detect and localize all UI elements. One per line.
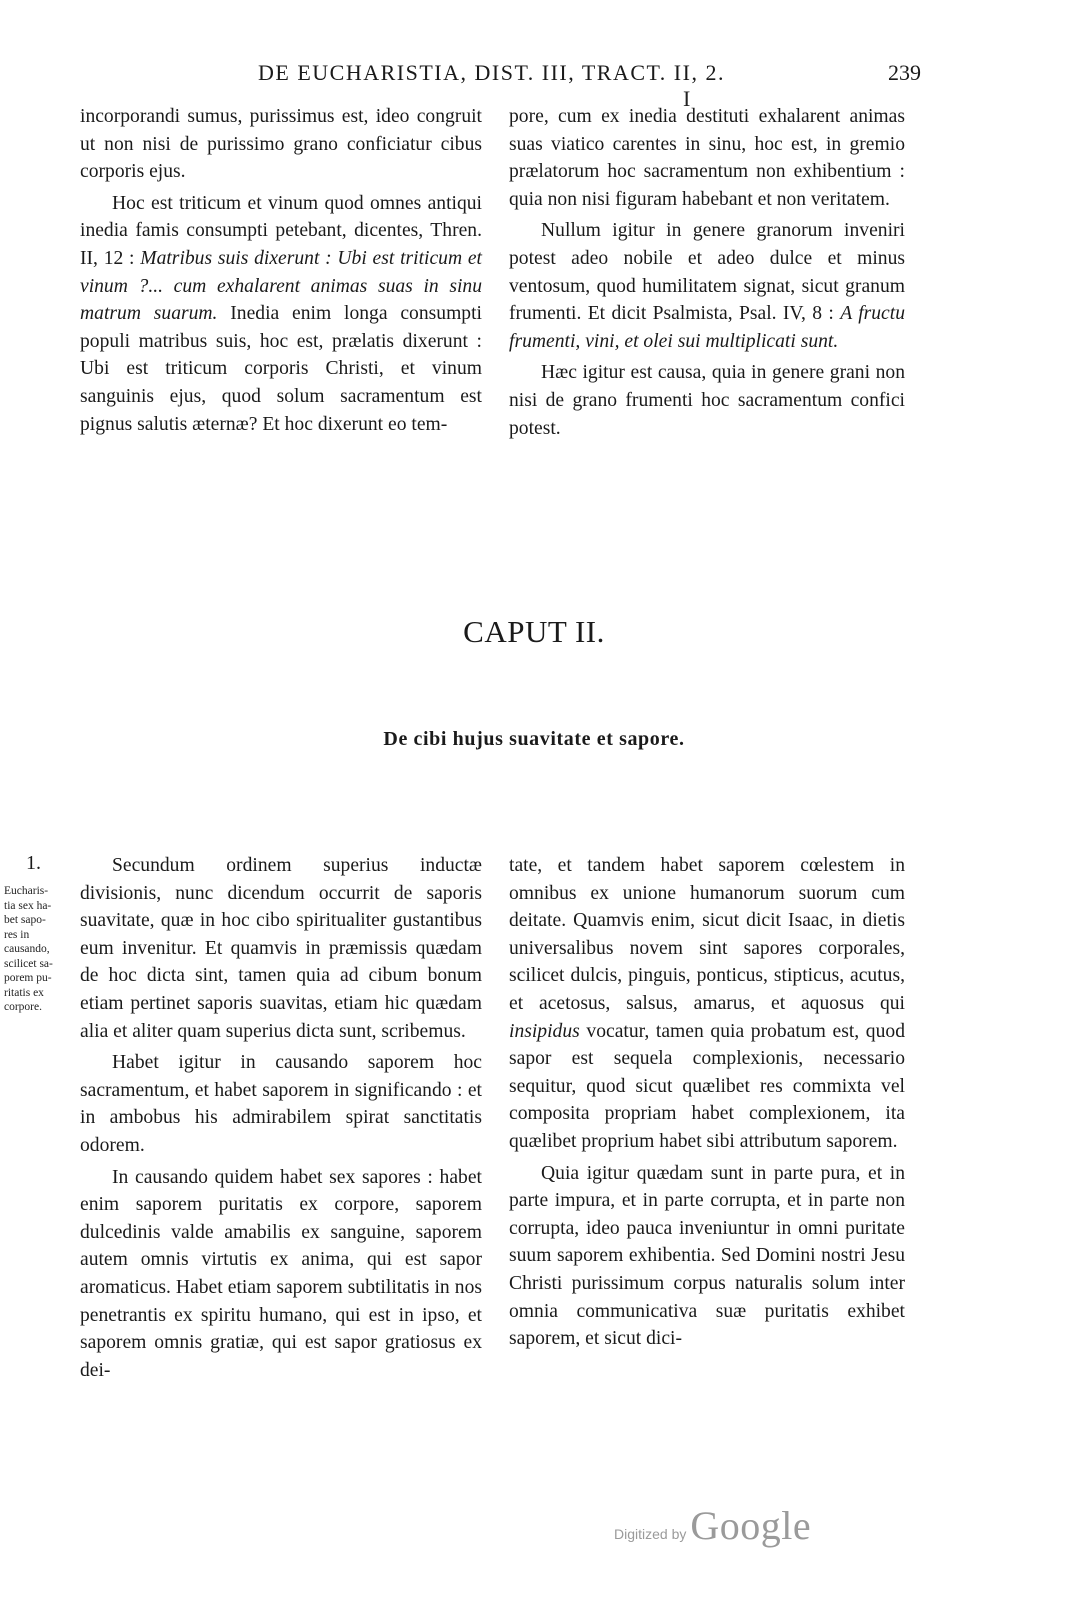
- handwritten-mark: I: [683, 86, 691, 111]
- running-head: [0, 58, 1068, 111]
- paragraph: Secundum ordinem superius inductæ divisionis, nunc dicendum occurrit de saporis suavitate, quæ in hoc cibo spiritualiter gustantibus eum invenitur. Et quamvis in præmissis quædam de hoc dicta sint, tamen quia ad cibum bonum etiam pertinet saporis suavitas, etiam hic quædam alia et aliter quam superius dicta sunt, scribemus.: [80, 855, 482, 1042]
- running-title: DE EUCHARISTIA, DIST. III, TRACT. II, 2.: [258, 60, 725, 85]
- paragraph: [509, 217, 905, 355]
- digitized-watermark: [614, 1502, 811, 1549]
- margin-note-line: bet sapo-: [4, 914, 46, 926]
- text-run: vocatur, tamen quia probatum est, quod sapor est sequela complexionis, necessario sequitur, quod sicut quælibet res commixta vel composita propriam habet complexionem, ita quælibet proprium habet sibi attributum saporem.: [509, 1020, 905, 1152]
- text-run: tate, et tandem habet saporem cœlestem in omnibus ex unione humanorum suorum cum deitate. Quamvis enim, sicut dicit Isaac, in dietis universalibus novem sint sapores corporales, scilicet dulcis, pinguis, ponticus, stipticus, acutus, et acetosus, salsus, amarus, et aquosus qui: [509, 855, 905, 1014]
- margin-note-line: scilicet sa-: [4, 957, 53, 970]
- paragraph: In causando quidem habet sex sapores : habet enim saporem puritatis ex corpore, saporem dulcedinis valde amabilis ex sanguine, saporem autem omnis virtutis ex anima, qui est sapor aromaticus. Habet etiam saporem subtilitatis in nos penetrantis ex spiritu humano, qui est in ipso, et saporem omnis gratiæ, qui est sapor gratiosus ex dei-: [80, 1166, 482, 1381]
- margin-note-line: tia sex ha-: [4, 899, 52, 912]
- digitized-by-text: Digitized by: [614, 1526, 687, 1542]
- scripture-quote: A fructu frumenti, vini, et olei sui multiplicati sunt.: [509, 303, 905, 352]
- paragraph: incorporandi sumus, purissimus est, ideo congruit ut non nisi de purissimo grano conficiatur cibus corporis ejus.: [80, 106, 482, 183]
- paragraph: [509, 852, 905, 1156]
- page-number: 239: [888, 60, 921, 85]
- italic-term: insipidus: [509, 1020, 580, 1042]
- margin-note-line: porem pu-: [4, 972, 52, 984]
- text-run: Nullum igitur in genere granorum inveniri potest adeo nobile et adeo dulce et minus ventosum, quod humilitatem signat, sicut granum frumenti. Et dicit Psalmista, Psal. IV, 8 :: [509, 220, 905, 325]
- section-number: 1.: [26, 852, 41, 874]
- margin-note: [4, 884, 68, 1015]
- paragraph: [80, 190, 482, 438]
- margin-note-line: causando,: [4, 943, 50, 955]
- chapter-heading: CAPUT II.: [463, 614, 605, 649]
- text-run: Hoc est triticum et vinum quod omnes antiqui inedia famis consumpti petebant, dicentes, Thren. II, 12 :: [80, 192, 482, 269]
- text-run: Inedia enim longa consumpti populi matribus suis, hoc est, prælatis dixerunt : Ubi est triticum corporis Christi, et vinum sanguinis ejus, quod solum sacramentum est pignus salutis æternæ? Et hoc dixerunt eo tem-: [80, 303, 482, 435]
- paragraph: pore, cum ex inedia destituti exhalarent animas suas viatico carentes in sinu, hoc est, in gremio prælatorum hoc sacramentum non exhibentium : quia non nisi figuram habebant et non veritatem.: [509, 106, 905, 210]
- margin-note-line: res in: [4, 928, 30, 941]
- chapter-subtitle: De cibi hujus suavitate et sapore.: [383, 728, 685, 750]
- margin-note-line: corpore.: [4, 1001, 42, 1013]
- top-right-column: [509, 103, 905, 442]
- top-left-column: [80, 103, 482, 438]
- margin-note-line: ritatis ex: [4, 986, 44, 999]
- paragraph: Quia igitur quædam sunt in parte pura, et in parte impura, et in parte corrupta, et in parte non corrupta, ideo pauca inveniuntur in omni puritate suum saporem exhibentia. Sed Domini nostri Jesu Christi purissimum corpus naturalis solum inter omnia communicativa suæ puritatis exhibet saporem, et sicut dici-: [509, 1162, 905, 1350]
- scripture-quote: Matribus suis dixerunt : Ubi est triticum et vinum ?... cum exhalarent animas suas in sinu matrum suarum.: [80, 247, 483, 325]
- google-logo: Google: [690, 1503, 812, 1548]
- bottom-right-column: [509, 852, 905, 1353]
- paragraph: Habet igitur in causando saporem hoc sacramentum, et habet saporem in significando : et in ambobus his admirabilem spirat sanctitatis odorem.: [80, 1052, 482, 1156]
- paragraph: Hæc igitur est causa, quia in genere grani non nisi de grano frumenti hoc sacramentum confici potest.: [509, 362, 905, 439]
- bottom-left-column: [80, 852, 482, 1384]
- margin-note-line: Eucharis-: [4, 885, 49, 897]
